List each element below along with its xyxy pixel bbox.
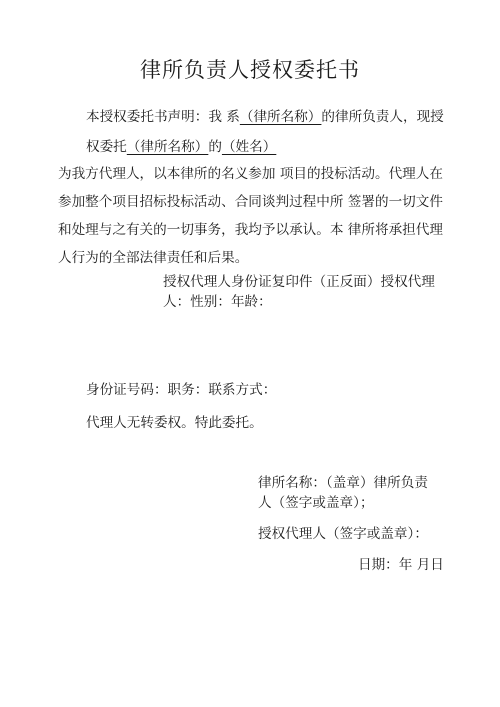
date-line: 日期：年 月日 [358, 557, 444, 573]
body-line-3: 和处理与之有关的一切事务，我均予以承认。本 律所将承担代理 [58, 222, 443, 238]
intro-line-2-mid: 的 [208, 139, 222, 155]
intro-line-2-text: 权委托 [86, 139, 127, 155]
firm-seal-line-1: 律所名称：（盖章）律所负责 [258, 475, 428, 491]
agent-id-copy-line-2: 人：性别：年龄： [163, 294, 272, 310]
agent-signature-line: 授权代理人（签字或盖章）： [258, 526, 428, 542]
body-line-2: 参加整个项目招标投标活动、合同谈判过程中所 签署的一切文件 [58, 194, 443, 210]
firm-seal-line-2: 人（签字或盖章）； [258, 495, 374, 511]
firm-name-blank-1: （律所名称） [239, 109, 322, 125]
no-subdelegation-line: 代理人无转委权。特此委托。 [86, 415, 263, 431]
intro-line-2 [86, 138, 276, 156]
intro-line-1-tail: 的律所负责人，现授 [321, 109, 444, 125]
agent-name-blank: （姓名） [221, 139, 277, 155]
firm-name-blank-2: （律所名称） [126, 139, 209, 155]
agent-id-copy-line-1: 授权代理人身份证复印件（正反面）授权代理 [163, 274, 435, 290]
intro-line-1 [86, 108, 444, 126]
body-line-4: 人行为的全部法律责任和后果。 [58, 250, 249, 266]
intro-line-1-text: 本授权委托书声明：我 系 [86, 109, 240, 125]
document-title: 律所负责人授权委托书 [140, 58, 360, 82]
body-line-1: 为我方代理人，以本律所的名义参加 项目的投标活动。代理人在 [58, 166, 443, 182]
id-number-line: 身份证号码：职务：联系方式： [86, 382, 277, 398]
